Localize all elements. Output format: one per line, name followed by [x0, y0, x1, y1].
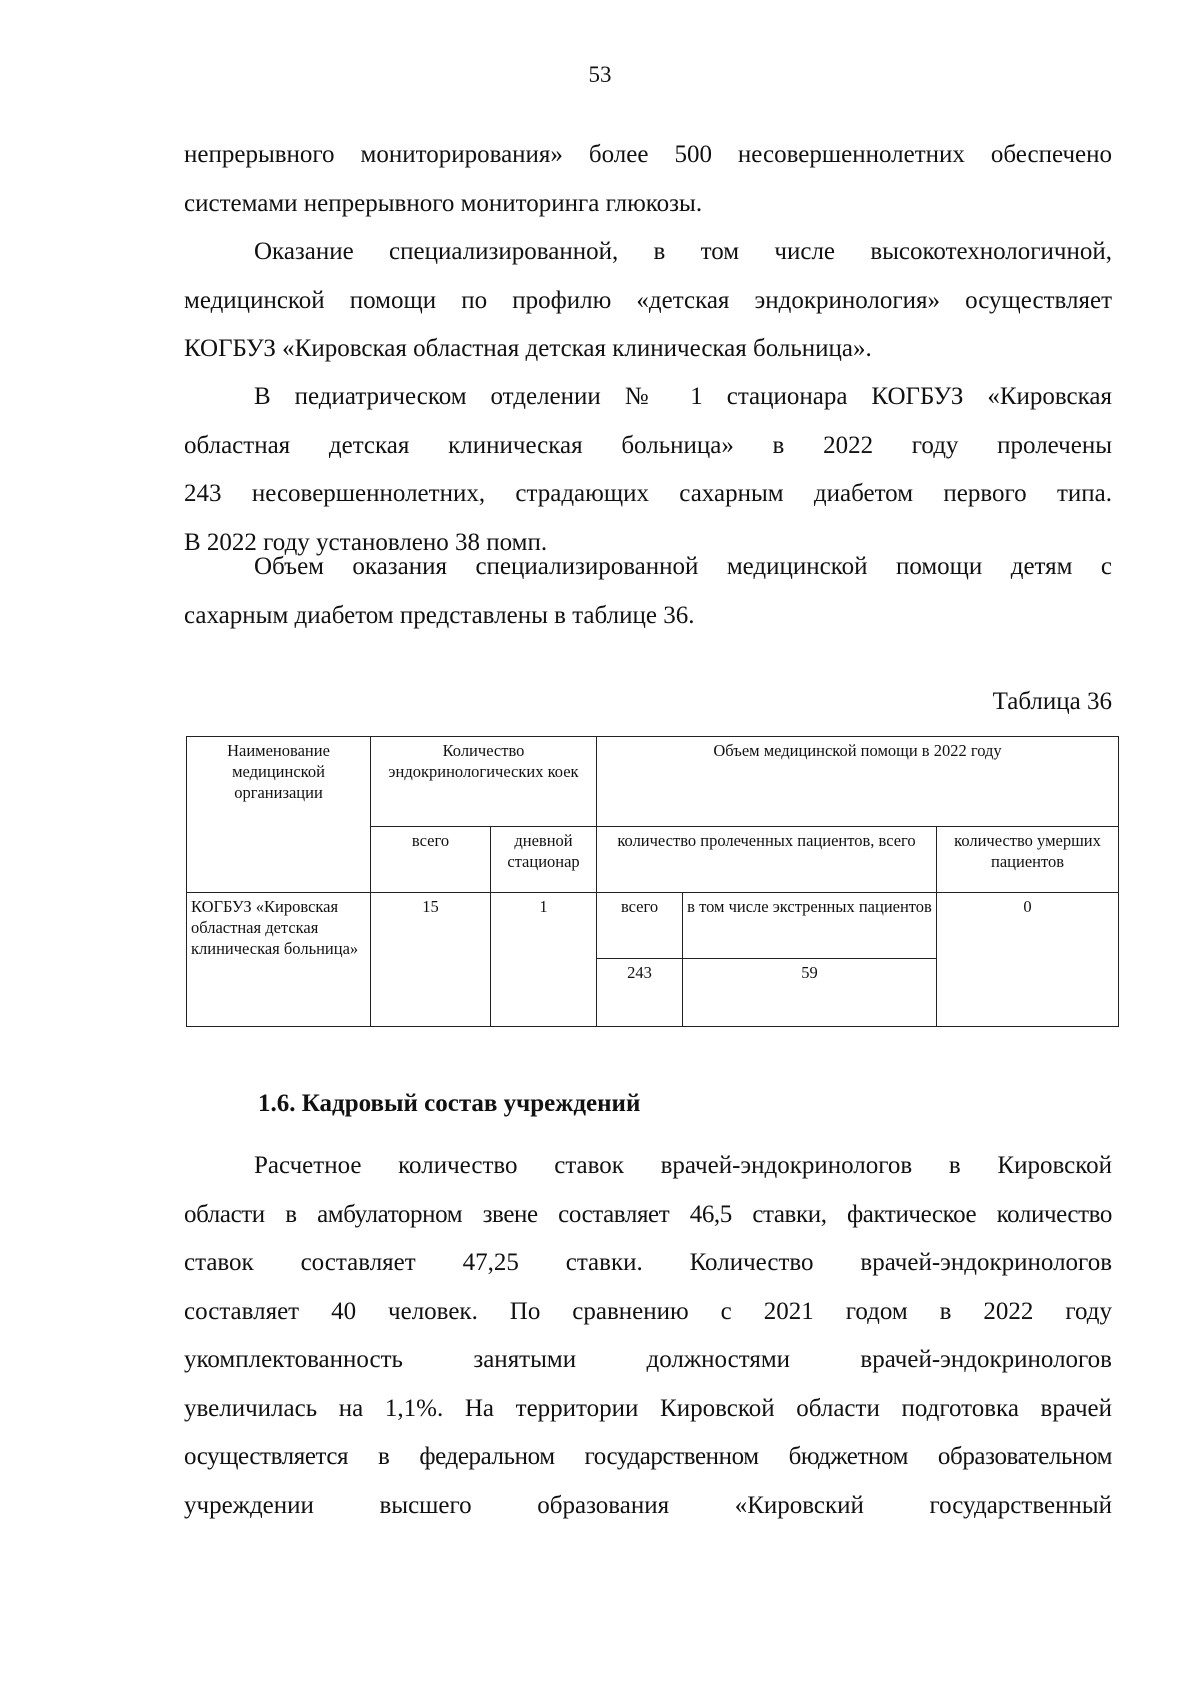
table-header-row: [187, 737, 1119, 827]
text-line: В 2022 году установлено 38 помп.: [184, 528, 548, 556]
text-line: медицинской помощи по профилю «детская эндокринология» осуществляет: [184, 286, 1112, 314]
table-row: [187, 893, 1119, 959]
paragraph-care-volume: [184, 543, 1112, 640]
cell-org: КОГБУЗ «Кировская областная детская клиническая больница»: [187, 893, 371, 1027]
header-beds: Количество эндокринологических коек: [371, 737, 597, 827]
cell-beds-total: 15: [371, 893, 491, 1027]
paragraph-staffing: [184, 1142, 1112, 1530]
section-heading: 1.6. Кадровый состав учреждений: [258, 1090, 641, 1117]
cell-beds-day: 1: [491, 893, 597, 1027]
header-volume: Объем медицинской помощи в 2022 году: [597, 737, 1119, 827]
cell-treated-total: 243: [597, 959, 683, 1027]
text-line: Оказание специализированной, в том числе высокотехнологичной,: [254, 238, 1112, 265]
header-deceased: количество умерших пациентов: [937, 827, 1119, 893]
text-line: ставок составляет 47,25 ставки. Количество врачей-эндокринологов: [184, 1249, 1112, 1276]
header-beds-day: дневной стационар: [491, 827, 597, 893]
text-line: непрерывного мониторирования» более 500 несовершеннолетних обеспечено: [184, 141, 1112, 168]
text-line: увеличилась на 1,1%. На территории Кировской области подготовка врачей: [184, 1394, 1112, 1422]
page-number: 53: [588, 62, 612, 87]
cell-sub-emergency-label: в том числе экстренных пациентов: [683, 893, 937, 959]
cell-sub-total-label: всего: [597, 893, 683, 959]
text-line: Объем оказания специализированной медицинской помощи детям с: [254, 553, 1112, 580]
cell-deceased: 0: [937, 893, 1119, 1027]
table-caption: Таблица 36: [992, 688, 1112, 715]
paragraph-pediatric-department: [184, 373, 1112, 567]
text-line: области в амбулаторном звене составляет 46,5 ставки, фактическое количество: [184, 1200, 1112, 1228]
paragraph-cgm-continuation: [184, 131, 1112, 228]
text-line: осуществляется в федеральном государственном бюджетном образовательном: [184, 1443, 1112, 1470]
text-line: системами непрерывного мониторинга глюкозы.: [184, 189, 703, 217]
text-line: Расчетное количество ставок врачей-эндокринологов в Кировской: [254, 1152, 1112, 1179]
text-line: 243 несовершеннолетних, страдающих сахарным диабетом первого типа.: [184, 480, 1112, 507]
cell-treated-emergency: 59: [683, 959, 937, 1027]
header-org-name: Наименование медицинской организации: [187, 737, 371, 893]
text-line: КОГБУЗ «Кировская областная детская клиническая больница».: [184, 335, 872, 362]
paragraph-specialized-care: [184, 228, 1112, 374]
text-line: областная детская клиническая больница» в 2022 году пролечены: [184, 431, 1112, 459]
text-line: укомплектованность занятыми должностями врачей-эндокринологов: [184, 1346, 1112, 1373]
text-line: сахарным диабетом представлены в таблице 36.: [184, 601, 695, 629]
text-line: составляет 40 человек. По сравнению с 2021 годом в 2022 году: [184, 1297, 1112, 1325]
header-beds-total: всего: [371, 827, 491, 893]
text-line: В педиатрическом отделении № 1 стационара КОГБУЗ «Кировская: [254, 383, 1112, 410]
care-volume-table: [186, 736, 1119, 1027]
header-treated: количество пролеченных пациентов, всего: [597, 827, 937, 893]
text-line: учреждении высшего образования «Кировский государственный: [184, 1491, 1112, 1519]
